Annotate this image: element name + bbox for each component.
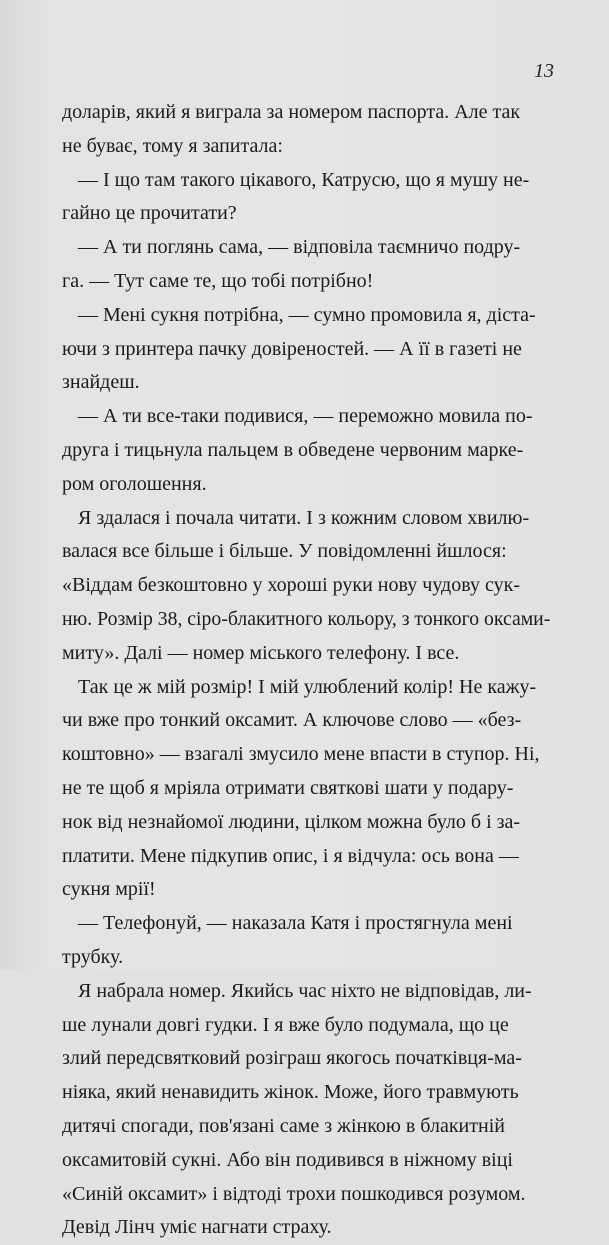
text-line: ню. Розмір 38, сіро-блакитного кольору, з тонкого оксами- xyxy=(62,607,550,630)
text-line: — А ти все-таки подивися, — переможно мовила по- xyxy=(78,405,533,428)
text-line: га. — Тут саме те, що тобі потрібно! xyxy=(62,269,374,292)
text-line: нок від незнайомої людини, цілком можна було б і за- xyxy=(62,810,521,833)
text-line: не те щоб я мріяла отримати святкові шати у подару- xyxy=(62,776,514,799)
text-line: — Мені сукня потрібна, — сумно промовила я, діста- xyxy=(78,303,536,326)
text-line: платити. Мене підкупив опис, і я відчула: ось вона — xyxy=(62,844,519,867)
text-line: Так це ж мій розмір! І мій улюблений колір! Не кажу- xyxy=(78,675,537,698)
text-line: гайно це прочитати? xyxy=(62,202,237,225)
text-line: — А ти поглянь сама, — відповіла таємничо подру- xyxy=(78,236,521,259)
text-line: чи вже про тонкий оксамит. А ключове слово — «без- xyxy=(62,709,522,732)
text-line: оксамитовій сукні. Або він подивився в ніжному віці xyxy=(62,1148,513,1171)
text-line: валася все більше і більше. У повідомленні йшлося: xyxy=(62,540,507,563)
text-line: дитячі спогади, пов'язані саме з жінкою в блакитній xyxy=(62,1114,505,1137)
text-line: «Віддам безкоштовно у хороші руки нову чудову сук- xyxy=(62,574,520,597)
text-line: Я набрала номер. Якийсь час ніхто не відповідав, ли- xyxy=(78,979,532,1002)
body-text xyxy=(62,96,550,1245)
text-line: доларів, який я виграла за номером паспорта. Але так xyxy=(62,101,521,123)
text-line: ше лунали довгі гудки. І я вже було подумала, що це xyxy=(62,1013,509,1036)
text-line: Девід Лінч уміє нагнати страху. xyxy=(62,1216,332,1239)
text-line: сукня мрії! xyxy=(62,878,156,901)
text-line: коштовно» — взагалі змусило мене впасти в ступор. Ні, xyxy=(62,743,540,766)
page-number: 13 xyxy=(534,60,554,82)
text-line: — Телефонуй, — наказала Катя і простягнула мені xyxy=(78,912,513,935)
text-line: трубку. xyxy=(62,945,124,968)
text-line: — І що там такого цікавого, Катрусю, що я мушу не- xyxy=(78,168,530,191)
text-line: миту». Далі — номер міського телефону. І все. xyxy=(62,641,460,664)
text-line: Я здалася і почала читати. І з кожним словом хвилю- xyxy=(78,506,530,529)
text-line: ніяка, який ненавидить жінок. Може, його травмують xyxy=(62,1081,519,1104)
text-line: знайдеш. xyxy=(62,371,140,394)
text-line: злий передсвятковий розіграш якогось початківця-ма- xyxy=(62,1047,522,1070)
text-line: не буває, тому я запитала: xyxy=(62,134,283,157)
text-line: ючи з принтера пачку довіреностей. — А її в газеті не xyxy=(62,337,522,360)
text-line: друга і тицьнула пальцем в обведене червоним марке- xyxy=(62,438,524,461)
text-line: ром оголошення. xyxy=(62,472,207,495)
text-line: «Синій оксамит» і відтоді трохи пошкодився розумом. xyxy=(62,1182,526,1205)
